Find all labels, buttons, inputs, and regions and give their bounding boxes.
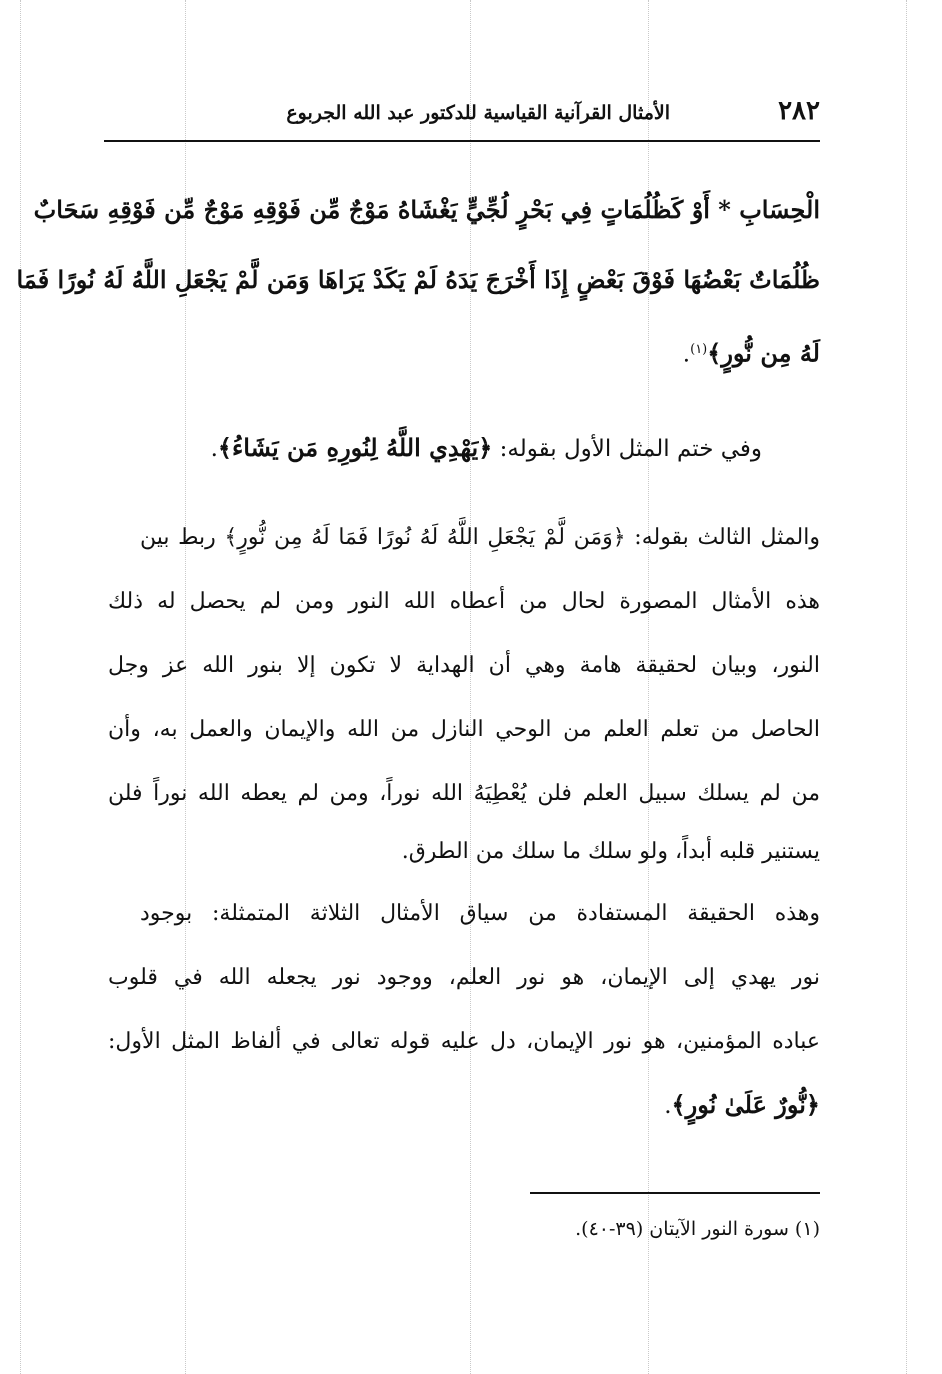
verse-block	[16, 180, 820, 380]
paragraph-1-suffix: .	[210, 436, 218, 462]
paragraph-1-prefix: وفي ختم المثل الأول بقوله:	[499, 436, 762, 462]
paragraph-1-verse: ﴿يَهْدِي اللَّهُ لِنُورِهِ مَن يَشَاءُ﴾	[217, 433, 493, 462]
paragraph-3-verse-line	[120, 1080, 820, 1130]
scan-dot-line	[20, 0, 21, 1374]
scan-dot-line	[906, 0, 907, 1374]
page-header	[104, 96, 820, 136]
header-rule	[104, 140, 820, 142]
footnote-marker: (١)	[690, 342, 708, 357]
verse-line-1: الْحِسَابِ * أَوْ كَظُلُمَاتٍ فِي بَحْرٍ لُجِّيٍّ يَغْشَاهُ مَوْجٌ مِّن فَوْقِهِ مَوْجٌ مِّن فَوْقِهِ سَحَابٌ	[33, 195, 820, 224]
paragraph-2-line-2: هذه الأمثال المصورة لحال من أعطاه الله النور ومن لم يحصل له ذلك	[108, 589, 820, 614]
paragraph-3-suffix: .	[664, 1093, 672, 1119]
paragraph-2-line-3: النور، وبيان لحقيقة هامة وهي أن الهداية لا تكون إلا بنور الله عز وجل	[108, 653, 820, 678]
paragraph-3-verse: ﴿نُّورٌ عَلَىٰ نُورٍ﴾	[671, 1090, 820, 1119]
paragraph-2-line-1: والمثل الثالث بقوله: ﴿وَمَن لَّمْ يَجْعَلِ اللَّهُ لَهُ نُورًا فَمَا لَهُ مِن نُّورٍ﴾ ربط بين	[140, 525, 820, 550]
paragraph-2-line-6: يستنير قلبه أبداً، ولو سلك ما سلك من الطرق.	[401, 839, 820, 864]
paragraph-2-line-5: من لم يسلك سبيل العلم فلن يُعْطِيَهُ الله نوراً، ومن لم يعطه الله نوراً فلن	[108, 781, 820, 806]
verse-line-3-end: .	[682, 341, 691, 368]
paragraph-3-line-1: وهذه الحقيقة المستفادة من سياق الأمثال الثلاثة المتمثلة: بوجود	[140, 901, 820, 926]
verse-line-2: ظُلُمَاتٌ بَعْضُهَا فَوْقَ بَعْضٍ إِذَا أَخْرَجَ يَدَهُ لَمْ يَكَدْ يَرَاهَا وَمَن لَّمْ يَجْعَلِ اللَّهُ لَهُ نُورًا فَمَا	[16, 265, 820, 294]
paragraph-1	[62, 428, 762, 468]
footnote: (١) سورة النور الآيتان (٣٩-٤٠).	[575, 1218, 820, 1240]
paragraph-3-line-2: نور يهدي إلى الإيمان، هو نور العلم، ووجود نور يجعله الله في قلوب	[108, 965, 820, 990]
page-number: ٢٨٢	[778, 96, 820, 126]
footnote-rule	[530, 1192, 820, 1194]
running-title: الأمثال القرآنية القياسية للدكتور عبد الله الجربوع	[286, 102, 670, 124]
paragraph-3-line-3: عباده المؤمنين، هو نور الإيمان، دل عليه قوله تعالى في ألفاظ المثل الأول:	[108, 1029, 820, 1054]
paragraph-2-line-4: الحاصل من تعلم العلم من الوحي النازل من الله والإيمان والعمل به، وأن	[108, 717, 820, 742]
verse-line-3-text: لَهُ مِن نُّورٍ﴾	[707, 338, 820, 368]
verse-line-3	[120, 320, 820, 380]
